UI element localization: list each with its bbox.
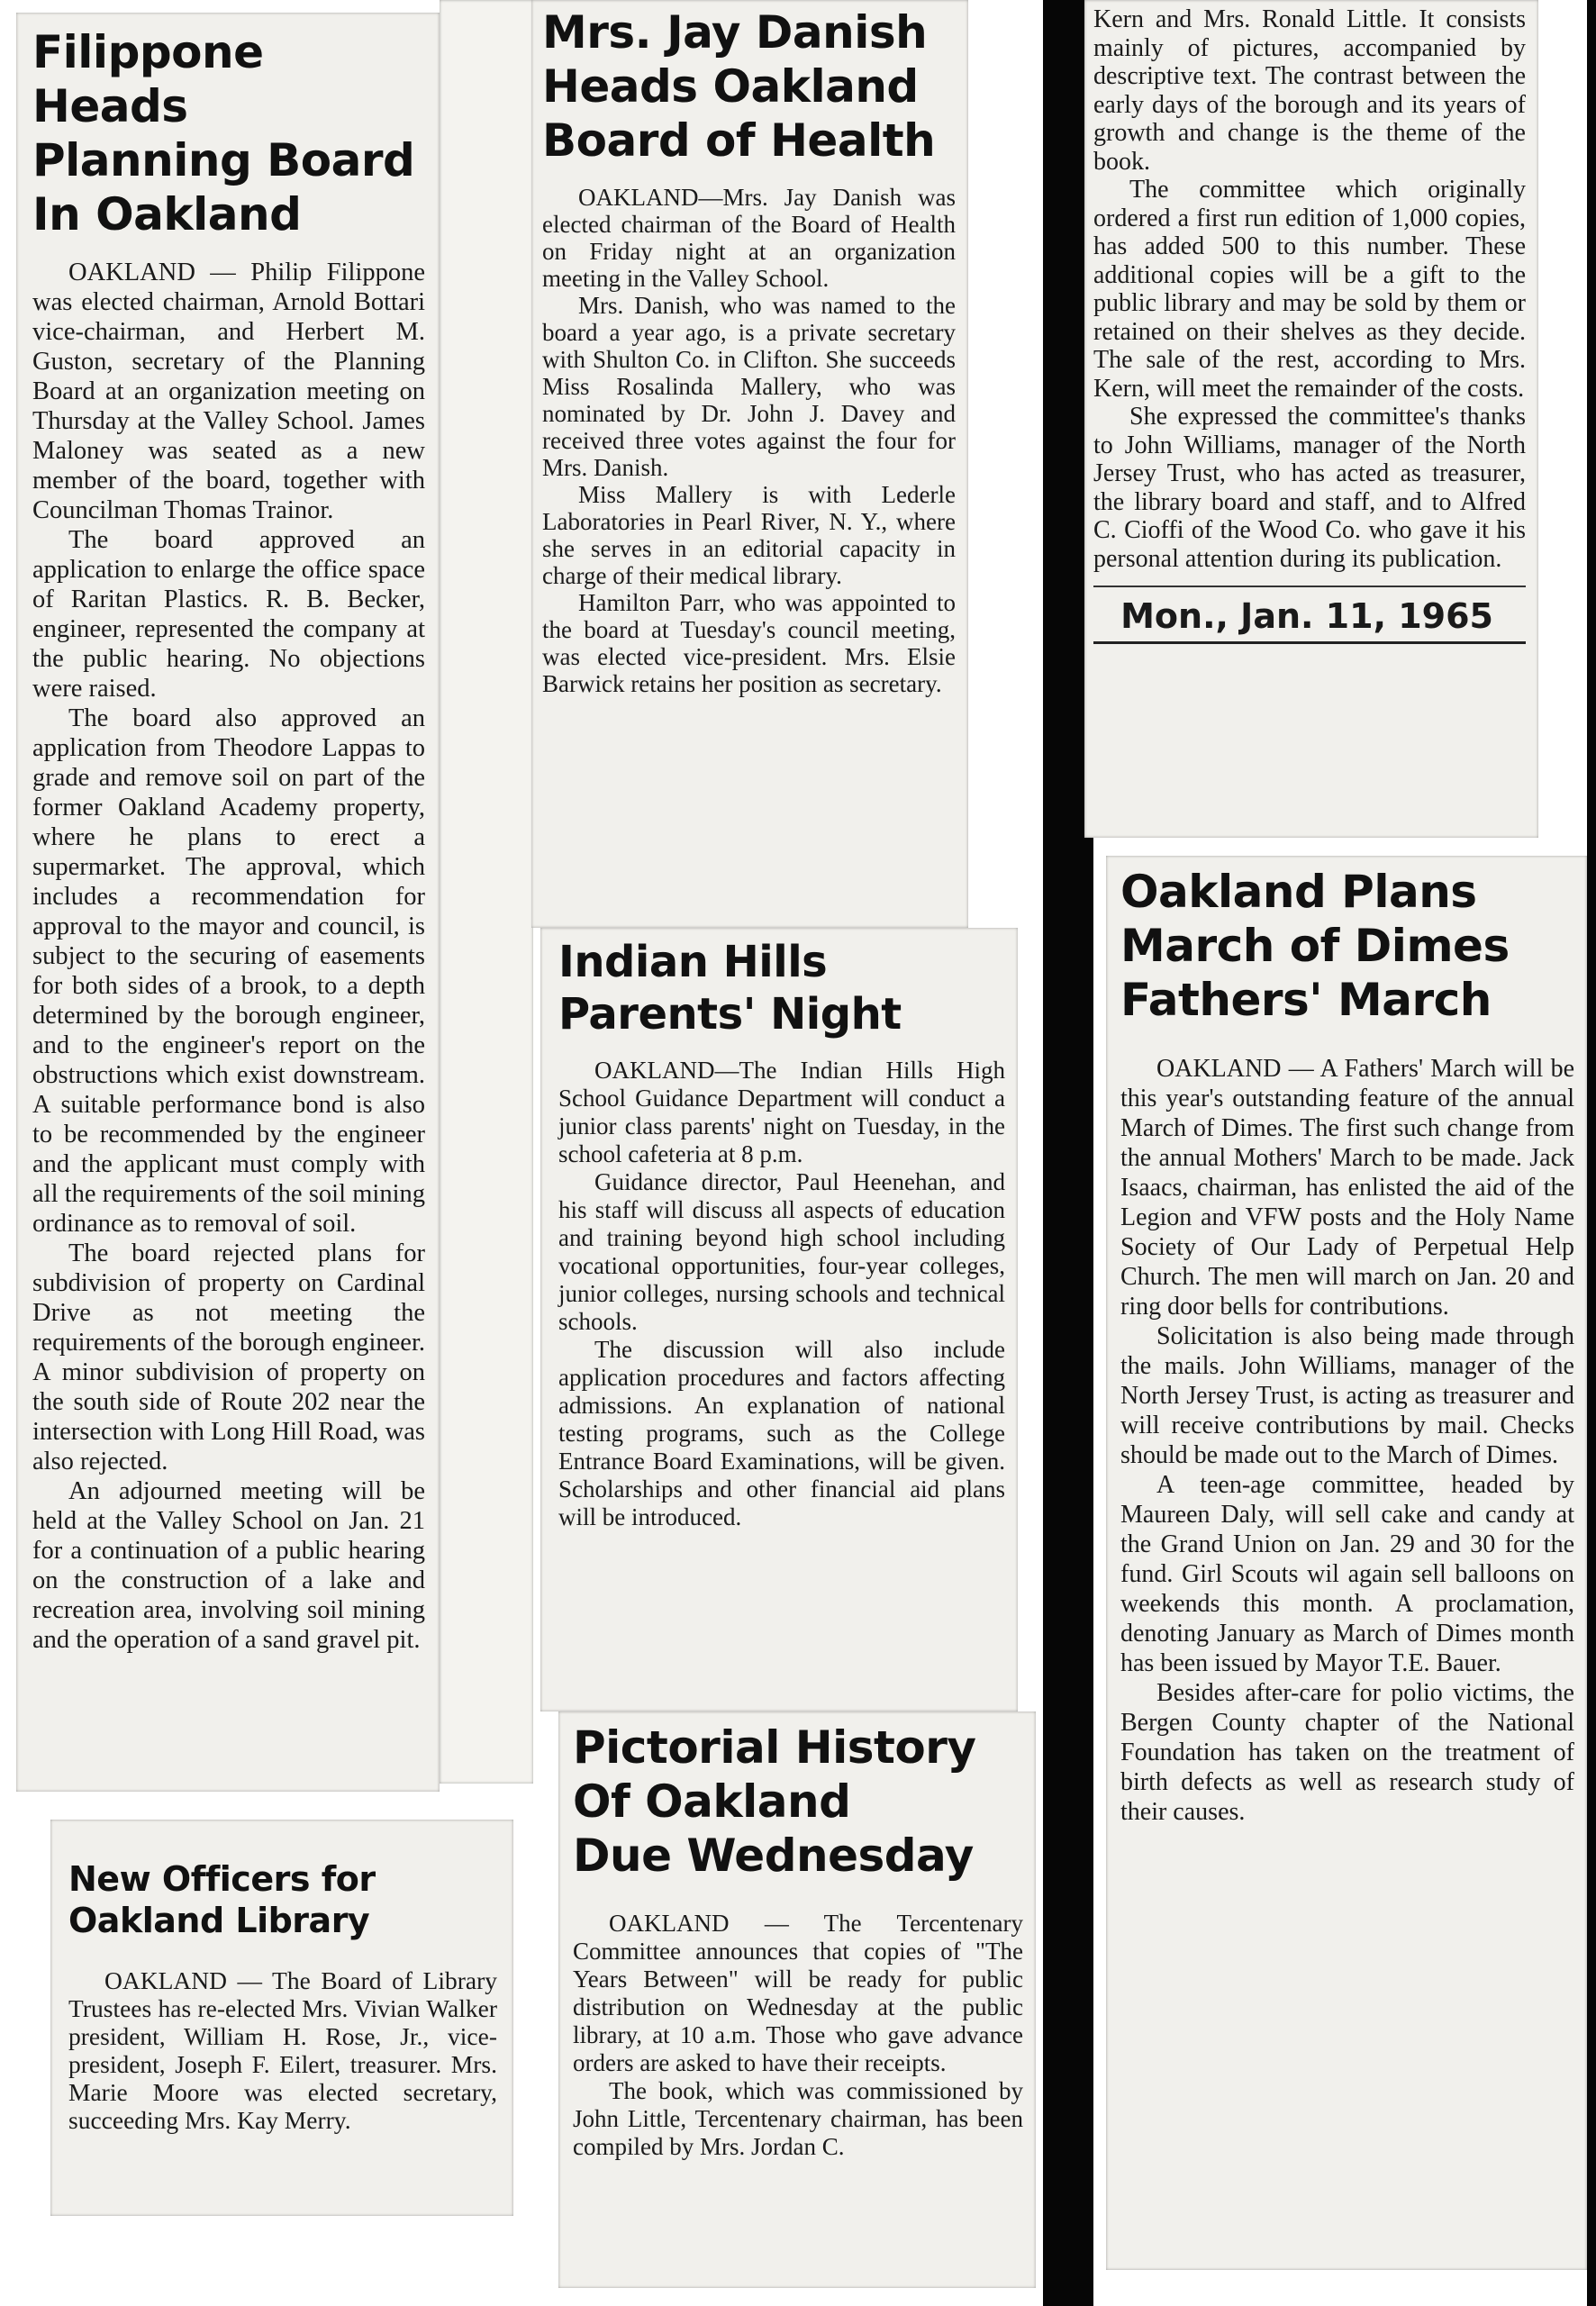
article-library <box>50 1820 513 2216</box>
scan-background-right <box>1587 0 1596 2306</box>
article-filippone <box>16 13 440 1792</box>
adjacent-clipping-edge <box>440 0 533 1784</box>
article-pictorial-history <box>558 1711 1036 2288</box>
article-body: OAKLAND—The Indian Hills High School Guidance Department will conduct a junior class parents' night on Tuesday, in the school cafeteria at 8 p.m. Guidance director, Paul Heenehan, and his staff will discuss all aspects of education and training beyond high school including vocational opportunities, four-year colleges, junior colleges, nursing schools and technical schools. The discussion will also include application procedures and factors affecting admissions. An explanation of national testing programs, such as the College Entrance Board Examinations, will be given. Scholarships and other financial aid plans will be introduced. <box>558 1057 1005 1531</box>
headline: Indian Hills Parents' Night <box>558 937 902 1040</box>
article-pictorial-continued <box>1084 0 1538 838</box>
article-body: OAKLAND — The Tercentenary Committee announces that copies of "The Years Between" will be ready for public distribution on Wednesday at the public library, at 10 a.m. Those who gave advance orders are asked to have their receipts. The book, which was commissioned by John Little, Tercentenary chairman, has been compiled by Mrs. Jordan C. <box>573 1910 1023 2160</box>
article-body: Kern and Mrs. Ronald Little. It consists mainly of pictures, accompanied by descriptive text. The contrast between the early days of the borough and its years of growth and change is the theme of the book. The committee which originally ordered a first run edition of 1,000 copies, has added 500 to this number. These additional copies will be a gift to the public library and may be sold by them or retained on their shelves as they decide. The sale of the rest, according to Mrs. Kern, will meet the remainder of the costs. She expressed the committee's thanks to John Williams, manager of the North Jersey Trust, who has acted as treasurer, the library board and staff, and to Alfred C. Cioffi of the Wood Co. who gave it his personal attention during its publication. <box>1093 5 1526 573</box>
article-body: OAKLAND — Philip Filippone was elected chairman, Arnold Bottari vice-chairman, and Herbert M. Guston, secretary of the Planning Board at an organization meeting on Thursday at the Valley School. James Maloney was seated as a new member of the board, together with Councilman Thomas Trainor. The board approved an application to enlarge the office space of Raritan Plastics. R. B. Becker, engineer, represented the company at the public hearing. No objections were raised. The board also approved an application from Theodore Lappas to grade and remove soil on part of the former Oakland Academy property, where he plans to erect a supermarket. The approval, which includes a recommendation for approval to the mayor and council, is subject to the securing of easements for both sides of a brook, to a depth determined by the borough engineer, and to the engineer's report on the obstructions which exist downstream. A suitable performance bond is also to be recommended by the engineer and the applicant must comply with all the requirements of the soil mining ordinance as to removal of soil. The board rejected plans for subdivision of property on Cardinal Drive as not meeting the requirements of the borough engineer. A minor subdivision of property on the south side of Route 202 near the intersection with Long Hill Road, was also rejected. An adjourned meeting will be held at the Valley School on Jan. 21 for a continuation of a public hearing on the construction of a lake and recreation area, involving soil mining and the operation of a sand gravel pit. <box>32 259 425 1654</box>
publication-date: Mon., Jan. 11, 1965 <box>1093 586 1526 644</box>
article-danish <box>531 0 968 928</box>
headline: Pictorial History Of Oakland Due Wednesday <box>573 1721 976 1882</box>
headline: Oakland Plans March of Dimes Fathers' March <box>1120 866 1510 1026</box>
article-body: OAKLAND — The Board of Library Trustees has re-elected Mrs. Vivian Walker president, William H. Rose, Jr., vice-president, Joseph F. Eilert, treasurer. Mrs. Marie Moore was elected secretary, succeeding Mrs. Kay Merry. <box>68 1966 497 2135</box>
article-indian-hills <box>540 928 1018 1711</box>
headline: New Officers for Oakland Library <box>68 1859 376 1940</box>
article-body: OAKLAND—Mrs. Jay Danish was elected chairman of the Board of Health on Friday night at an organization meeting in the Valley School. Mrs. Danish, who was named to the board a year ago, is a private secretary with Shulton Co. in Clifton. She succeeds Miss Rosalinda Mallery, who was nominated by Dr. John J. Davey and received three votes against the four for Mrs. Danish. Miss Mallery is with Lederle Laboratories in Pearl River, N. Y., where she serves in an editorial capacity in charge of their medical library. Hamilton Parr, who was appointed to the board at Tuesday's council meeting, was elected vice-president. Mrs. Elsie Barwick retains her position as secretary. <box>542 184 956 697</box>
article-march-of-dimes <box>1106 856 1587 2270</box>
headline: Filippone Heads Planning Board In Oakland <box>32 26 415 241</box>
headline: Mrs. Jay Danish Heads Oakland Board of Health <box>542 6 936 167</box>
article-body: OAKLAND — A Fathers' March will be this year's outstanding feature of the annual March of Dimes. The first such change from the annual Mothers' March to be made. Jack Isaacs, chairman, has enlisted the aid of the Legion and VFW posts and the Holy Name Society of Our Lady of Perpetual Help Church. The men will march on Jan. 20 and ring door bells for contributions. Solicitation is also being made through the mails. John Williams, manager of the North Jersey Trust, is acting as treasurer and will receive contributions by mail. Checks should be made out to the March of Dimes. A teen-age committee, headed by Maureen Daly, will sell cake and candy at the Grand Union on Jan. 29 and 30 for the fund. Girl Scouts wil again sell balloons on weekends this month. A proclamation, denoting January as March of Dimes month has been issued by Mayor T.E. Bauer. Besides after-care for polio victims, the Bergen County chapter of the National Foundation has taken on the treatment of birth defects as well as research study of their causes. <box>1120 1055 1574 1826</box>
